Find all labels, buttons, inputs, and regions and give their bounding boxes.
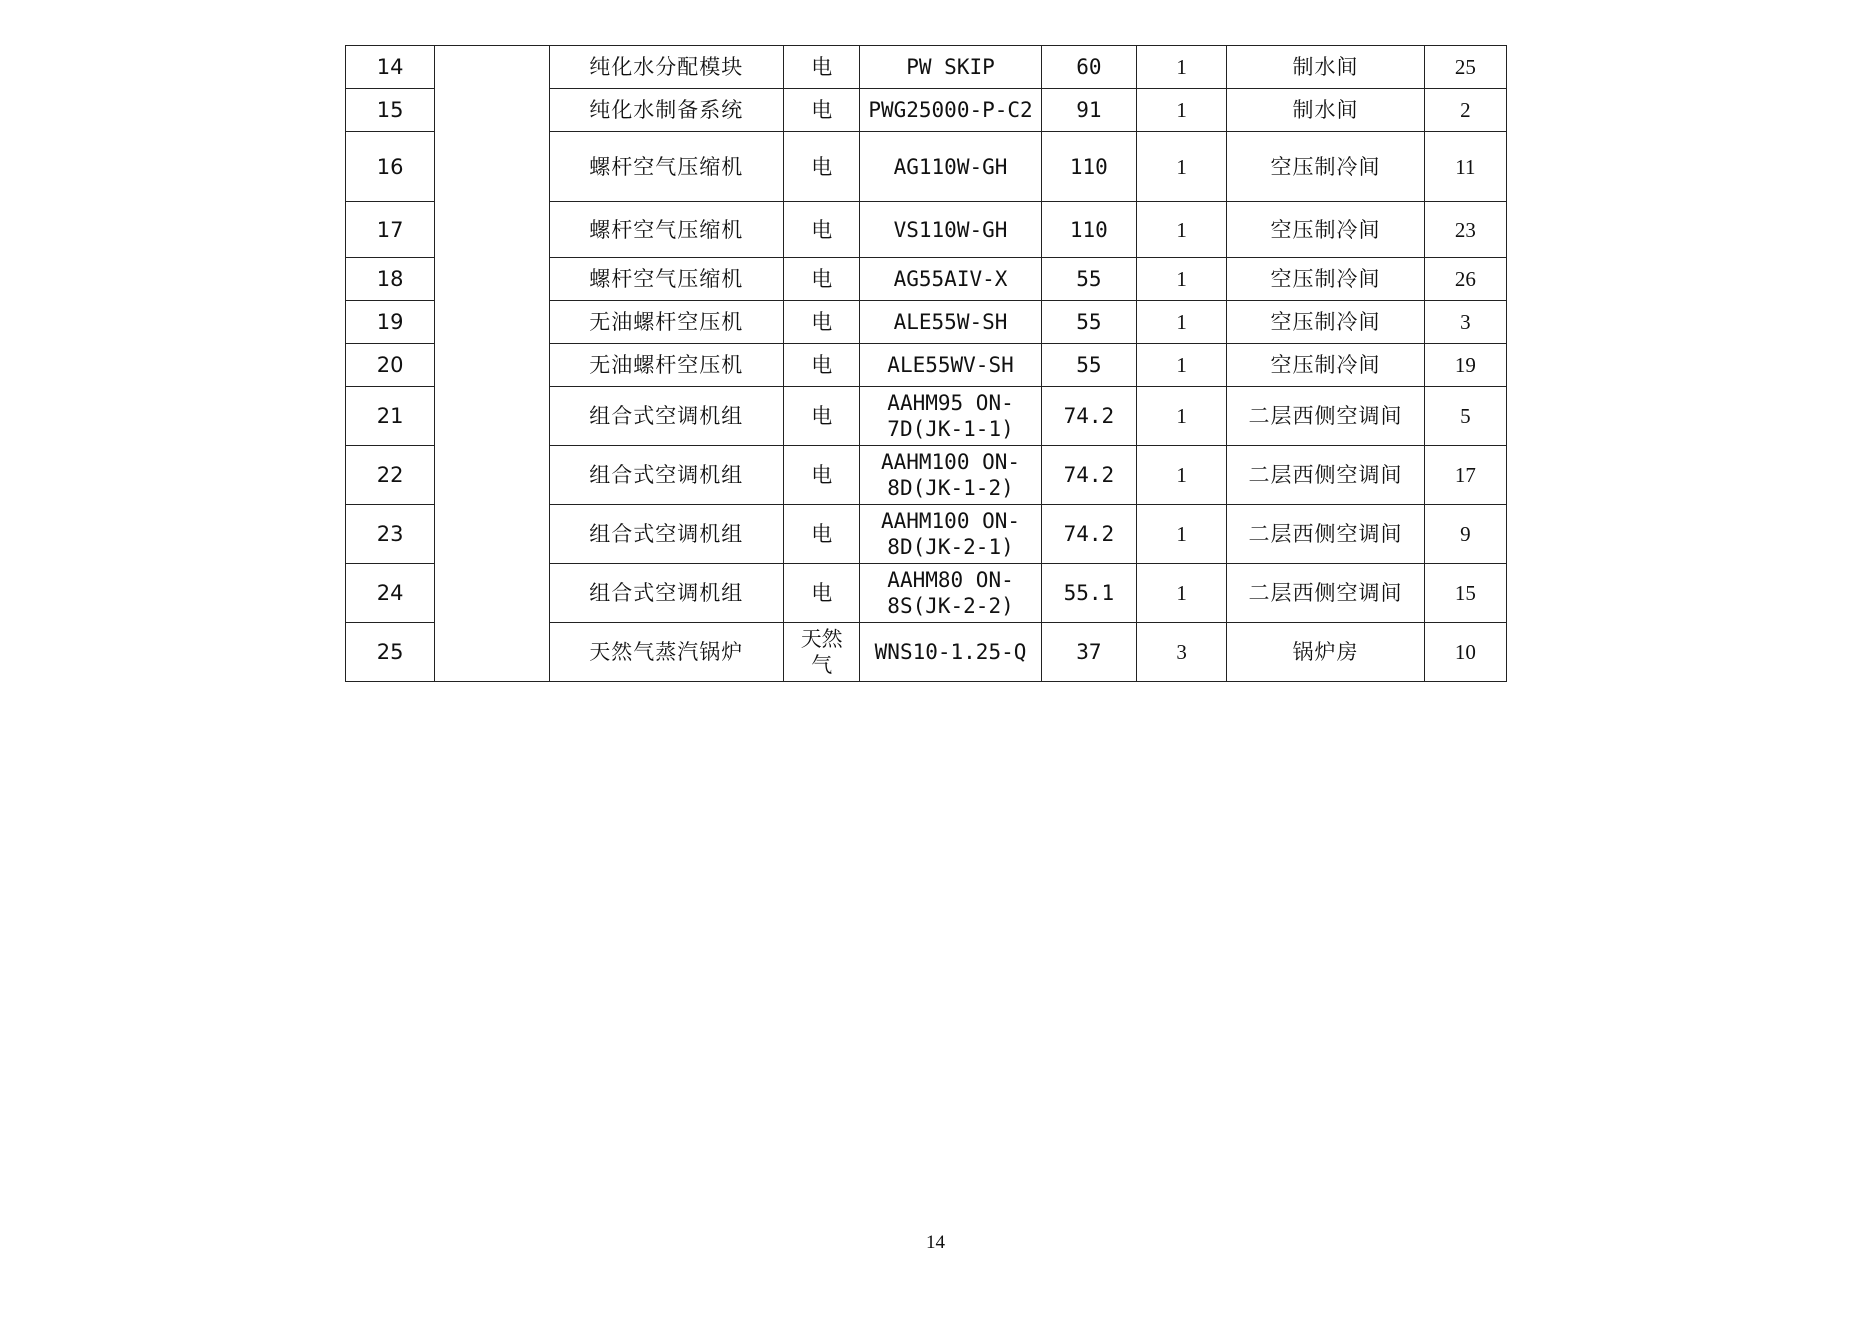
equipment-name-cell: 组合式空调机组 — [549, 387, 784, 446]
power-cell: 55 — [1041, 258, 1136, 301]
equipment-name-cell: 组合式空调机组 — [549, 505, 784, 564]
energy-type-cell: 天然气 — [784, 623, 860, 682]
quantity-cell: 1 — [1136, 505, 1226, 564]
model-line: VS110W-GH — [893, 217, 1008, 242]
energy-type-cell: 电 — [784, 132, 860, 202]
quantity-cell: 1 — [1136, 89, 1226, 132]
row-number-cell: 25 — [346, 623, 435, 682]
row-number-cell: 16 — [346, 132, 435, 202]
model-cell — [860, 344, 1041, 387]
quantity-cell: 1 — [1136, 132, 1226, 202]
table-row — [346, 46, 1507, 89]
reference-number-cell: 2 — [1424, 89, 1506, 132]
equipment-name-cell: 无油螺杆空压机 — [549, 301, 784, 344]
equipment-name-cell: 天然气蒸汽锅炉 — [549, 623, 784, 682]
location-cell: 二层西侧空调间 — [1227, 387, 1425, 446]
equipment-name-cell: 组合式空调机组 — [549, 446, 784, 505]
equipment-name-cell: 无油螺杆空压机 — [549, 344, 784, 387]
equipment-name-cell: 纯化水制备系统 — [549, 89, 784, 132]
power-cell: 74.2 — [1041, 505, 1136, 564]
energy-type-cell: 电 — [784, 344, 860, 387]
model-line: AAHM100 ON- — [880, 450, 1021, 474]
quantity-cell: 1 — [1136, 564, 1226, 623]
location-cell: 制水间 — [1227, 89, 1425, 132]
quantity-cell: 1 — [1136, 46, 1226, 89]
energy-type-cell: 电 — [784, 202, 860, 258]
reference-number-cell: 17 — [1424, 446, 1506, 505]
model-line: AAHM100 ON- — [880, 509, 1021, 533]
row-number-cell: 20 — [346, 344, 435, 387]
equipment-name-cell: 纯化水分配模块 — [549, 46, 784, 89]
energy-type-cell: 电 — [784, 564, 860, 623]
quantity-cell: 1 — [1136, 301, 1226, 344]
quantity-cell: 1 — [1136, 387, 1226, 446]
power-cell: 74.2 — [1041, 446, 1136, 505]
location-cell: 二层西侧空调间 — [1227, 446, 1425, 505]
quantity-cell: 1 — [1136, 344, 1226, 387]
model-line: PW SKIP — [906, 55, 995, 79]
model-cell — [860, 387, 1041, 446]
reference-number-cell: 11 — [1424, 132, 1506, 202]
model-line: 8S(JK-2-2) — [887, 594, 1014, 618]
reference-number-cell: 9 — [1424, 505, 1506, 564]
row-number-cell: 14 — [346, 46, 435, 89]
energy-type-cell: 电 — [784, 258, 860, 301]
location-cell: 空压制冷间 — [1227, 202, 1425, 258]
power-cell: 60 — [1041, 46, 1136, 89]
model-cell — [860, 89, 1041, 132]
row-number-cell: 22 — [346, 446, 435, 505]
reference-number-cell: 23 — [1424, 202, 1506, 258]
row-number-cell: 23 — [346, 505, 435, 564]
model-cell — [860, 623, 1041, 682]
model-line: 8D(JK-2-1) — [887, 535, 1014, 559]
power-cell: 55 — [1041, 301, 1136, 344]
power-cell: 110 — [1041, 132, 1136, 202]
equipment-table-body — [346, 46, 1507, 682]
equipment-name-cell: 螺杆空气压缩机 — [549, 132, 784, 202]
row-number-cell: 19 — [346, 301, 435, 344]
power-cell: 110 — [1041, 202, 1136, 258]
model-line: AAHM80 ON- — [887, 568, 1014, 592]
model-cell — [860, 202, 1041, 258]
model-cell — [860, 301, 1041, 344]
power-cell: 55 — [1041, 344, 1136, 387]
quantity-cell: 1 — [1136, 202, 1226, 258]
equipment-name-cell: 螺杆空气压缩机 — [549, 202, 784, 258]
power-cell: 91 — [1041, 89, 1136, 132]
reference-number-cell: 15 — [1424, 564, 1506, 623]
model-line: AAHM95 ON- — [887, 391, 1014, 415]
model-line: WNS10-1.25-Q — [874, 640, 1027, 664]
power-cell: 74.2 — [1041, 387, 1136, 446]
row-number-cell: 17 — [346, 202, 435, 258]
row-number-cell: 24 — [346, 564, 435, 623]
reference-number-cell: 3 — [1424, 301, 1506, 344]
equipment-table — [345, 45, 1507, 682]
energy-type-cell: 电 — [784, 505, 860, 564]
location-cell: 制水间 — [1227, 46, 1425, 89]
quantity-cell: 1 — [1136, 446, 1226, 505]
model-line: ALE55W-SH — [893, 310, 1008, 334]
model-cell — [860, 446, 1041, 505]
quantity-cell: 3 — [1136, 623, 1226, 682]
energy-type-cell: 电 — [784, 446, 860, 505]
model-cell — [860, 132, 1041, 202]
model-cell — [860, 258, 1041, 301]
model-cell — [860, 46, 1041, 89]
energy-type-cell: 电 — [784, 46, 860, 89]
equipment-name-cell: 组合式空调机组 — [549, 564, 784, 623]
model-cell — [860, 505, 1041, 564]
model-line: ALE55WV-SH — [887, 353, 1014, 377]
reference-number-cell: 25 — [1424, 46, 1506, 89]
location-cell: 空压制冷间 — [1227, 258, 1425, 301]
location-cell: 锅炉房 — [1227, 623, 1425, 682]
reference-number-cell: 26 — [1424, 258, 1506, 301]
quantity-cell: 1 — [1136, 258, 1226, 301]
model-line: AG55AIV-X — [893, 267, 1008, 291]
reference-number-cell: 19 — [1424, 344, 1506, 387]
model-line: 7D(JK-1-1) — [887, 417, 1014, 441]
model-line: AG110W-GH — [893, 154, 1008, 179]
location-cell: 空压制冷间 — [1227, 132, 1425, 202]
reference-number-cell: 5 — [1424, 387, 1506, 446]
row-number-cell: 21 — [346, 387, 435, 446]
page-number: 14 — [926, 1232, 945, 1253]
model-line: 8D(JK-1-2) — [887, 476, 1014, 500]
power-cell: 37 — [1041, 623, 1136, 682]
energy-type-cell: 电 — [784, 387, 860, 446]
row-number-cell: 15 — [346, 89, 435, 132]
model-cell — [860, 564, 1041, 623]
location-cell: 空压制冷间 — [1227, 344, 1425, 387]
location-cell: 空压制冷间 — [1227, 301, 1425, 344]
row-number-cell: 18 — [346, 258, 435, 301]
reference-number-cell: 10 — [1424, 623, 1506, 682]
equipment-name-cell: 螺杆空气压缩机 — [549, 258, 784, 301]
energy-type-cell: 电 — [784, 89, 860, 132]
model-line: PWG25000-P-C2 — [868, 98, 1033, 122]
location-cell: 二层西侧空调间 — [1227, 564, 1425, 623]
location-cell: 二层西侧空调间 — [1227, 505, 1425, 564]
energy-type-cell: 电 — [784, 301, 860, 344]
power-cell: 55.1 — [1041, 564, 1136, 623]
category-cell — [435, 46, 549, 682]
